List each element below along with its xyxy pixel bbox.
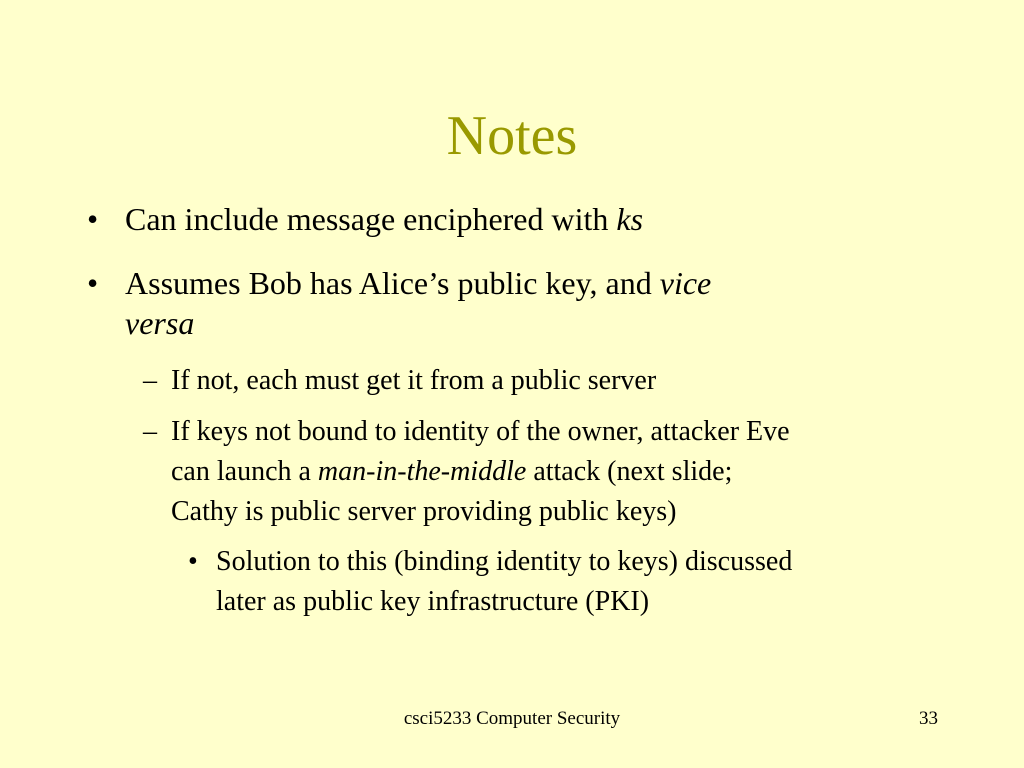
sub-bullet-line-2-italic: man-in-the-middle [317,456,527,487]
bullet-italic-text: vice [659,265,712,301]
bullet-item-1 [87,199,885,239]
bullet-item-2 [87,263,885,343]
sub-bullet-line-2-pre: can launch a [171,456,318,487]
sub-sub-bullet-marker: • [188,546,198,577]
bullet-italic-text-continued: versa [125,305,195,341]
bullet-marker: • [87,265,99,301]
bullet-italic-text: ks [616,201,644,237]
sub-bullet-marker: – [143,416,157,447]
sub-bullet-line-2-post: attack (next slide; [526,456,733,487]
sub-bullet-item-1 [143,361,941,401]
bullet-text: Assumes Bob has Alice’s public key, and [125,265,660,301]
sub-bullet-text: If not, each must get it from a public server [171,365,657,396]
sub-bullet-item-2 [143,412,941,532]
sub-bullet-line-1: If keys not bound to identity of the owner, attacker Eve [171,416,790,447]
bullet-marker: • [87,201,99,237]
sub-sub-bullet-item-1 [188,542,936,622]
sub-bullet-line-3: Cathy is public server providing public keys) [171,496,677,527]
footer-course: csci5233 Computer Security [403,708,621,729]
slide-title: Notes [446,105,578,167]
footer-page-number: 33 [919,708,938,729]
sub-bullet-marker: – [143,365,157,396]
sub-sub-bullet-line-2: later as public key infrastructure (PKI) [216,586,650,617]
bullet-text: Can include message enciphered with [125,201,617,237]
sub-sub-bullet-line-1: Solution to this (binding identity to keys) discussed [216,546,793,577]
